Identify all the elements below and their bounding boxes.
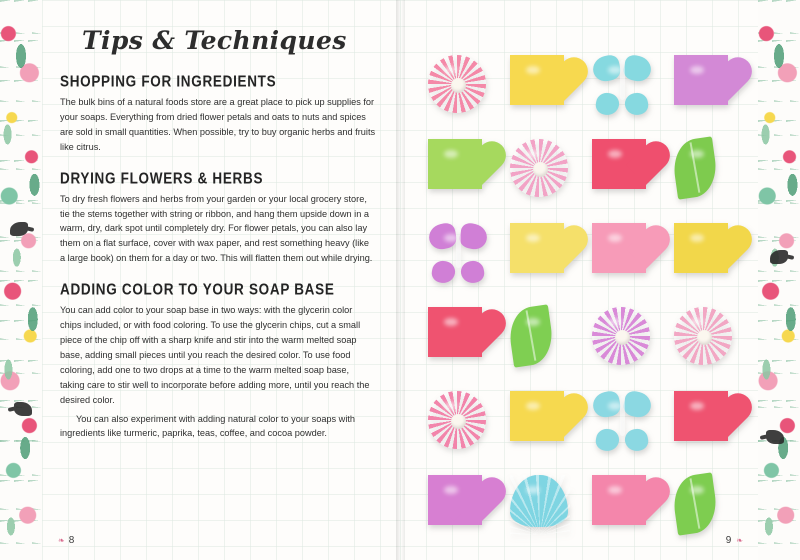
aqua-butterfly-soap: [592, 55, 652, 115]
soap-highlight: [608, 150, 622, 158]
soap-photo-grid: [420, 48, 742, 542]
butterfly-wing-icon: [594, 91, 620, 117]
right-page: [400, 0, 758, 560]
green-leaf-soap: [674, 139, 734, 199]
heart-shape-icon: [592, 475, 646, 525]
violet-butterfly-soap: [428, 223, 488, 283]
section-drying-flowers-herbs: [60, 168, 376, 267]
shell-shape-icon: [510, 475, 568, 527]
folio-ornament-icon: ❧: [58, 536, 64, 545]
flower-shape-icon: [592, 307, 650, 365]
soap-highlight: [608, 66, 622, 74]
blue-butterfly-soap: [592, 391, 652, 451]
soap-highlight: [444, 402, 458, 410]
butterfly-wing-icon: [623, 427, 649, 453]
section-heading: SHOPPING FOR INGREDIENTS: [60, 72, 277, 90]
bird-silhouette-icon: [770, 250, 788, 264]
soap-highlight: [444, 318, 458, 326]
soap-highlight: [690, 150, 704, 158]
shell-ribs-icon: [510, 475, 568, 527]
butterfly-body-icon: [620, 396, 625, 436]
flower-center-icon: [451, 414, 466, 429]
soap-highlight: [526, 66, 540, 74]
soap-highlight: [526, 318, 540, 326]
flower-center-icon: [451, 78, 466, 93]
pale-yellow-heart-soap: [510, 223, 570, 283]
soap-highlight: [526, 402, 540, 410]
orchid-heart-soap: [428, 475, 488, 535]
folio-ornament-icon: ❧: [736, 536, 742, 545]
butterfly-shape-icon: [428, 223, 486, 275]
soap-highlight: [444, 234, 458, 242]
leaf-shape-icon: [670, 136, 720, 199]
soap-highlight: [690, 318, 704, 326]
floral-border-left: [0, 0, 42, 560]
aqua-shell-soap: [510, 475, 570, 535]
page-number: 8: [68, 535, 75, 546]
flower-shape-icon: [428, 55, 486, 113]
text-column: [60, 26, 376, 458]
soap-highlight: [526, 150, 540, 158]
red-heart-soap: [592, 139, 652, 199]
section-paragraph: You can also experiment with adding natural color to your soaps with ingredients like turmeric, paprika, teas, coffee, and cocoa powder.: [60, 413, 356, 439]
yellow-heart-soap: [510, 55, 570, 115]
soap-highlight: [526, 234, 540, 242]
soap-highlight: [608, 402, 622, 410]
soap-highlight: [526, 486, 540, 494]
heart-shape-icon: [674, 391, 728, 441]
bird-silhouette-icon: [766, 430, 784, 444]
golden-heart-soap: [674, 223, 734, 283]
bird-silhouette-icon: [10, 222, 28, 236]
pink-flower-soap: [428, 55, 488, 115]
red-heart-soap-2: [674, 391, 734, 451]
section-paragraph: To dry fresh flowers and herbs from your garden or your local grocery store, tie the stems together with string or ribbon, and hang them upside down in a warm, dry, dark spot until completely dry. For flower petals, you can also lay them on a flat surface, cover with wax paper, and rest something heavy (like a large book) on them for a day or two. This will flatten them out while drying.: [60, 193, 373, 264]
heart-shape-icon: [592, 139, 646, 189]
section-adding-color-to-soap-base: [60, 280, 376, 441]
green-leaf-soap-2: [674, 475, 734, 535]
flower-shape-icon: [428, 391, 486, 449]
butterfly-shape-icon: [592, 55, 650, 107]
heart-shape-icon: [674, 223, 728, 273]
section-heading: DRYING FLOWERS & HERBS: [60, 168, 264, 187]
light-pink-flower-soap: [510, 139, 570, 199]
lilac-flower-soap: [592, 307, 652, 367]
purple-heart-soap: [674, 55, 734, 115]
butterfly-wing-icon: [430, 259, 456, 285]
leaf-pattern-icon: [758, 0, 800, 560]
leaf-pattern-icon: [0, 0, 42, 560]
flower-center-icon: [615, 330, 630, 345]
pink-heart-soap-2: [592, 475, 652, 535]
soap-highlight: [690, 66, 704, 74]
page-number: 9: [725, 535, 732, 546]
heart-shape-icon: [428, 139, 482, 189]
folio-right: [726, 535, 742, 546]
flower-shape-icon: [510, 139, 568, 197]
soap-highlight: [690, 486, 704, 494]
section-paragraph: You can add color to your soap base in two ways: with the glycerin color chips included, or with food coloring. To use the glycerin chips, cut a small piece of the chip off with a sharp knife and stir into the warm melted soap base, adding small pieces until you reach the desired color. To use food coloring, add one to two drops at a time to the warm melted soap base, taking care to stir well to incorporate before adding more, until you reach the desired color.: [60, 305, 370, 405]
lime-leaf-soap: [510, 307, 570, 367]
heart-shape-icon: [510, 223, 564, 273]
soap-highlight: [690, 234, 704, 242]
butterfly-wing-icon: [459, 259, 485, 285]
soap-highlight: [608, 318, 622, 326]
folio-left: [58, 535, 74, 546]
heart-shape-icon: [510, 55, 564, 105]
section-shopping-for-ingredients: [60, 72, 376, 155]
rose-flower-soap: [674, 307, 734, 367]
soap-highlight: [690, 402, 704, 410]
heart-shape-icon: [510, 391, 564, 441]
leaf-shape-icon: [670, 472, 720, 535]
yellow-heart-soap-2: [510, 391, 570, 451]
butterfly-wing-icon: [622, 389, 654, 419]
left-page: [42, 0, 400, 560]
heart-shape-icon: [428, 307, 482, 357]
flower-center-icon: [533, 162, 548, 177]
heart-shape-icon: [674, 55, 728, 105]
heart-shape-icon: [592, 223, 646, 273]
soap-highlight: [444, 150, 458, 158]
soap-highlight: [608, 486, 622, 494]
heart-shape-icon: [428, 475, 482, 525]
bird-silhouette-icon: [14, 402, 32, 416]
page-title: Tips & Techniques: [82, 26, 347, 55]
butterfly-wing-icon: [623, 91, 649, 117]
leaf-shape-icon: [506, 304, 556, 367]
butterfly-body-icon: [456, 228, 461, 268]
crimson-heart-soap: [428, 307, 488, 367]
green-heart-soap: [428, 139, 488, 199]
section-heading: ADDING COLOR TO YOUR SOAP BASE: [60, 280, 335, 299]
butterfly-wing-icon: [622, 53, 654, 83]
soap-highlight: [444, 486, 458, 494]
flower-center-icon: [697, 330, 712, 345]
floral-border-right: [758, 0, 800, 560]
butterfly-wing-icon: [594, 427, 620, 453]
butterfly-wing-icon: [458, 221, 490, 251]
pink-heart-soap: [592, 223, 652, 283]
flower-shape-icon: [674, 307, 732, 365]
soap-highlight: [608, 234, 622, 242]
butterfly-body-icon: [620, 60, 625, 100]
butterfly-shape-icon: [592, 391, 650, 443]
soap-highlight: [444, 66, 458, 74]
section-paragraph: The bulk bins of a natural foods store are a great place to pick up supplies for your soaps. Everything from dried flower petals and oats to nuts and spices are sold in small quantities. When possible, try to buy organic herbs and fruits like citrus.: [60, 97, 376, 152]
magenta-flower-soap: [428, 391, 488, 451]
